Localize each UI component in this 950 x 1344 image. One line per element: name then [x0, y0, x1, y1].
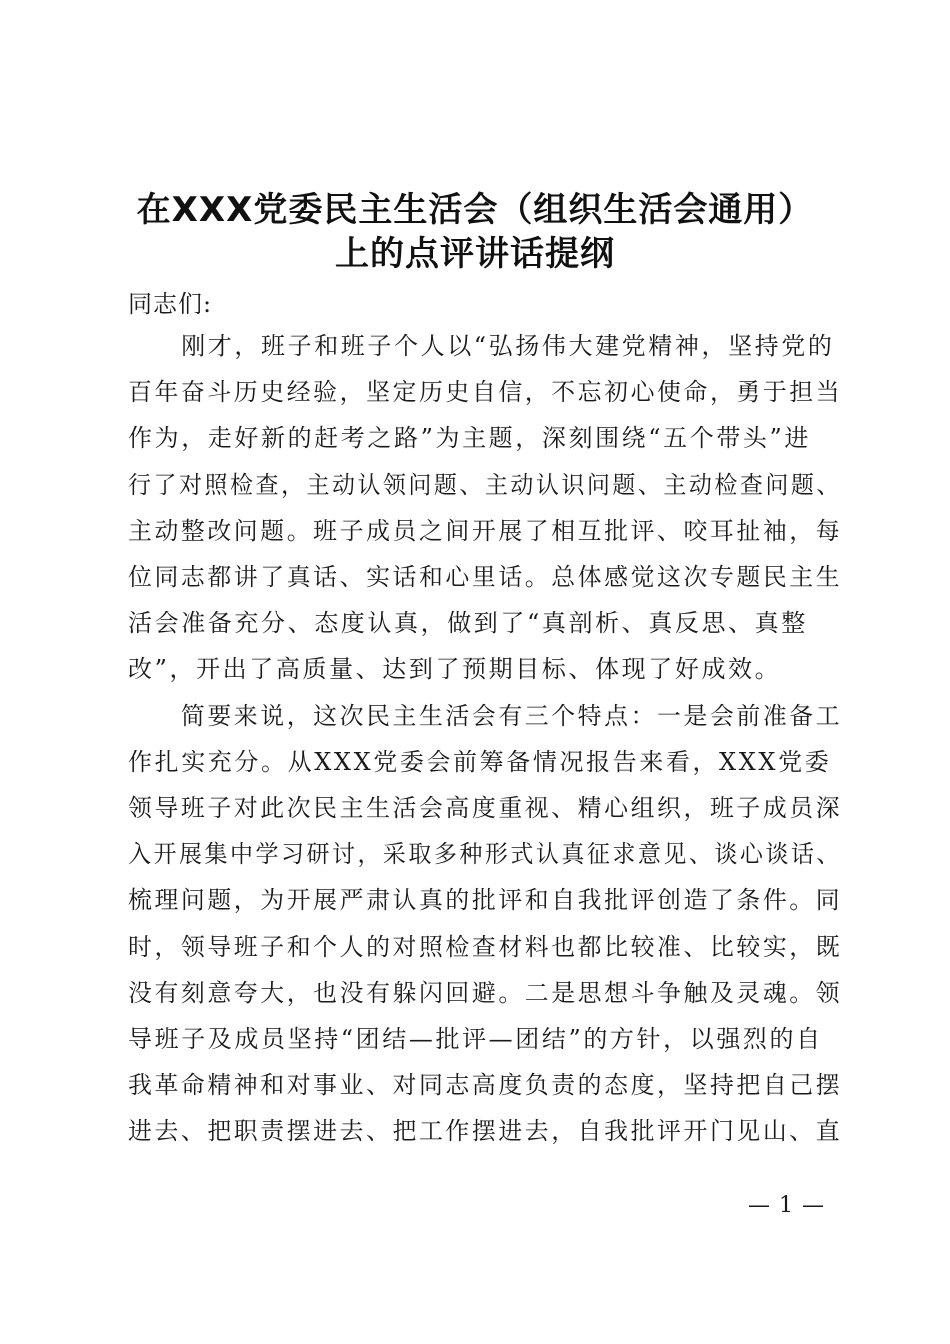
body-line: 刚才，班子和班子个人以“弘扬伟大建党精神，坚持党的	[128, 332, 835, 360]
body-line: 改”，开出了高质量、达到了预期目标、体现了好成效。	[128, 655, 782, 684]
body-line: 没有刻意夸大，也没有躲闪回避。二是思想斗争触及灵魂。领	[128, 978, 843, 1007]
body-line: 百年奋斗历史经验，坚定历史自信，不忘初心使命，勇于担当	[128, 378, 843, 407]
salutation: 同志们:	[128, 290, 213, 318]
body-line: 进去、把职责摆进去、把工作摆进去，自我批评开门见山、直	[128, 1117, 843, 1146]
body-line: 导班子及成员坚持“团结—批评—团结”的方针，以强烈的自	[128, 1025, 823, 1053]
body-line: 作扎实充分。从XXX党委会前筹备情况报告来看，XXX党委	[128, 747, 832, 776]
body-line: 领导班子对此次民主生活会高度重视、精心组织，班子成员深	[128, 794, 843, 822]
body-line: 活会准备充分、态度认真，做到了“真剖析、真反思、真整	[128, 609, 808, 638]
body-line: 作为，走好新的赶考之路”为主题，深刻围绕“五个带头”进	[128, 424, 812, 453]
document-title-line-2: 上的点评讲话提纲	[335, 234, 615, 274]
body-line: 入开展集中学习研讨，采取多种形式认真征求意见、谈心谈话、	[128, 840, 842, 869]
body-line: 梳理问题，为开展严肃认真的批评和自我批评创造了条件。同	[128, 886, 843, 915]
body-line: 主动整改问题。班子成员之间开展了相互批评、咬耳扯袖，每	[128, 516, 843, 545]
body-line: 简要来说，这次民主生活会有三个特点：一是会前准备工	[128, 701, 843, 730]
body-line: 行了对照检查，主动认领问题、主动认识问题、主动检查问题、	[128, 470, 842, 499]
body-line: 我革命精神和对事业、对同志高度负责的态度，坚持把自己摆	[128, 1071, 843, 1100]
page-number: — 1 —	[748, 1193, 825, 1218]
body-line: 时，领导班子和个人的对照检查材料也都比较准、比较实，既	[128, 932, 843, 961]
body-line: 位同志都讲了真话、实话和心里话。总体感觉这次专题民主生	[128, 563, 843, 591]
document-title-line-1: 在XXX党委民主生活会（组织生活会通用）	[136, 190, 814, 230]
